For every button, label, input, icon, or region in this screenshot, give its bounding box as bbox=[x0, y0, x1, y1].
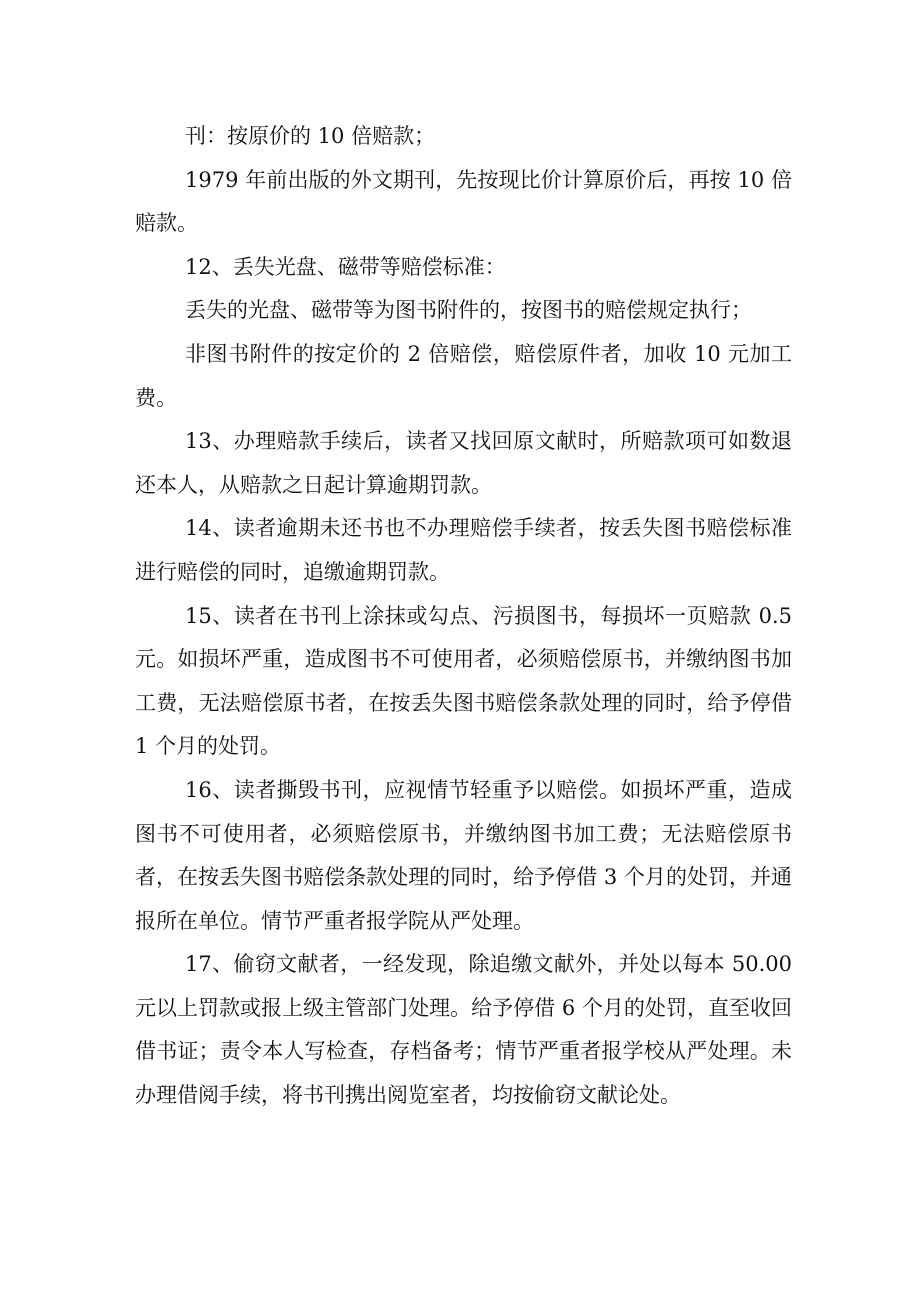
paragraph-item-13: 13、办理赔款手续后，读者又找回原文献时，所赔款项可如数退还本人，从赔款之日起计算逾期罚款。 bbox=[135, 429, 792, 497]
paragraph-item-12-non-attachments: 非图书附件的按定价的 2 倍赔偿，赔偿原件者，加收 10 元加工费。 bbox=[135, 341, 792, 410]
paragraph-item-14: 14、读者逾期未还书也不办理赔偿手续者，按丢失图书赔偿标准进行赔偿的同时，追缴逾期罚款。 bbox=[135, 516, 792, 584]
paragraph-item-15: 15、读者在书刊上涂抹或勾点、污损图书，每损坏一页赔款 0.5 元。如损坏严重，造成图书不可使用者，必须赔偿原书，并缴纳图书加工费，无法赔偿原书者，在按丢失图书赔偿条款处理的同时，给予停借 1 个月的处罚。 bbox=[135, 603, 792, 759]
document-body bbox=[135, 115, 792, 1118]
paragraph-periodical-penalty: 刊：按原价的 10 倍赔款； bbox=[185, 124, 436, 148]
paragraph-foreign-periodicals-1979: 1979 年前出版的外文期刊，先按现比价计算原价后，再按 10 倍赔款。 bbox=[135, 167, 792, 236]
paragraph-item-12-heading: 12、丢失光盘、磁带等赔偿标准： bbox=[185, 254, 506, 279]
paragraph-item-12-attachments: 丢失的光盘、磁带等为图书附件的，按图书的赔偿规定执行； bbox=[185, 298, 752, 323]
paragraph-item-17: 17、偷窃文献者，一经发现，除追缴文献外，并处以每本 50.00 元以上罚款或报上级主管部门处理。给予停借 6 个月的处罚，直至收回借书证；责令本人写检查，存档备考；情节严重者报学校从严处理。未办理借阅手续，将书刊携出阅览室者，均按偷窃文献论处。 bbox=[135, 952, 792, 1108]
paragraph-item-16: 16、读者撕毁书刊，应视情节轻重予以赔偿。如损坏严重，造成图书不可使用者，必须赔偿原书，并缴纳图书加工费；无法赔偿原书者，在按丢失图书赔偿条款处理的同时，给予停借 3 个月的处罚，并通报所在单位。情节严重者报学院从严处理。 bbox=[135, 777, 792, 933]
